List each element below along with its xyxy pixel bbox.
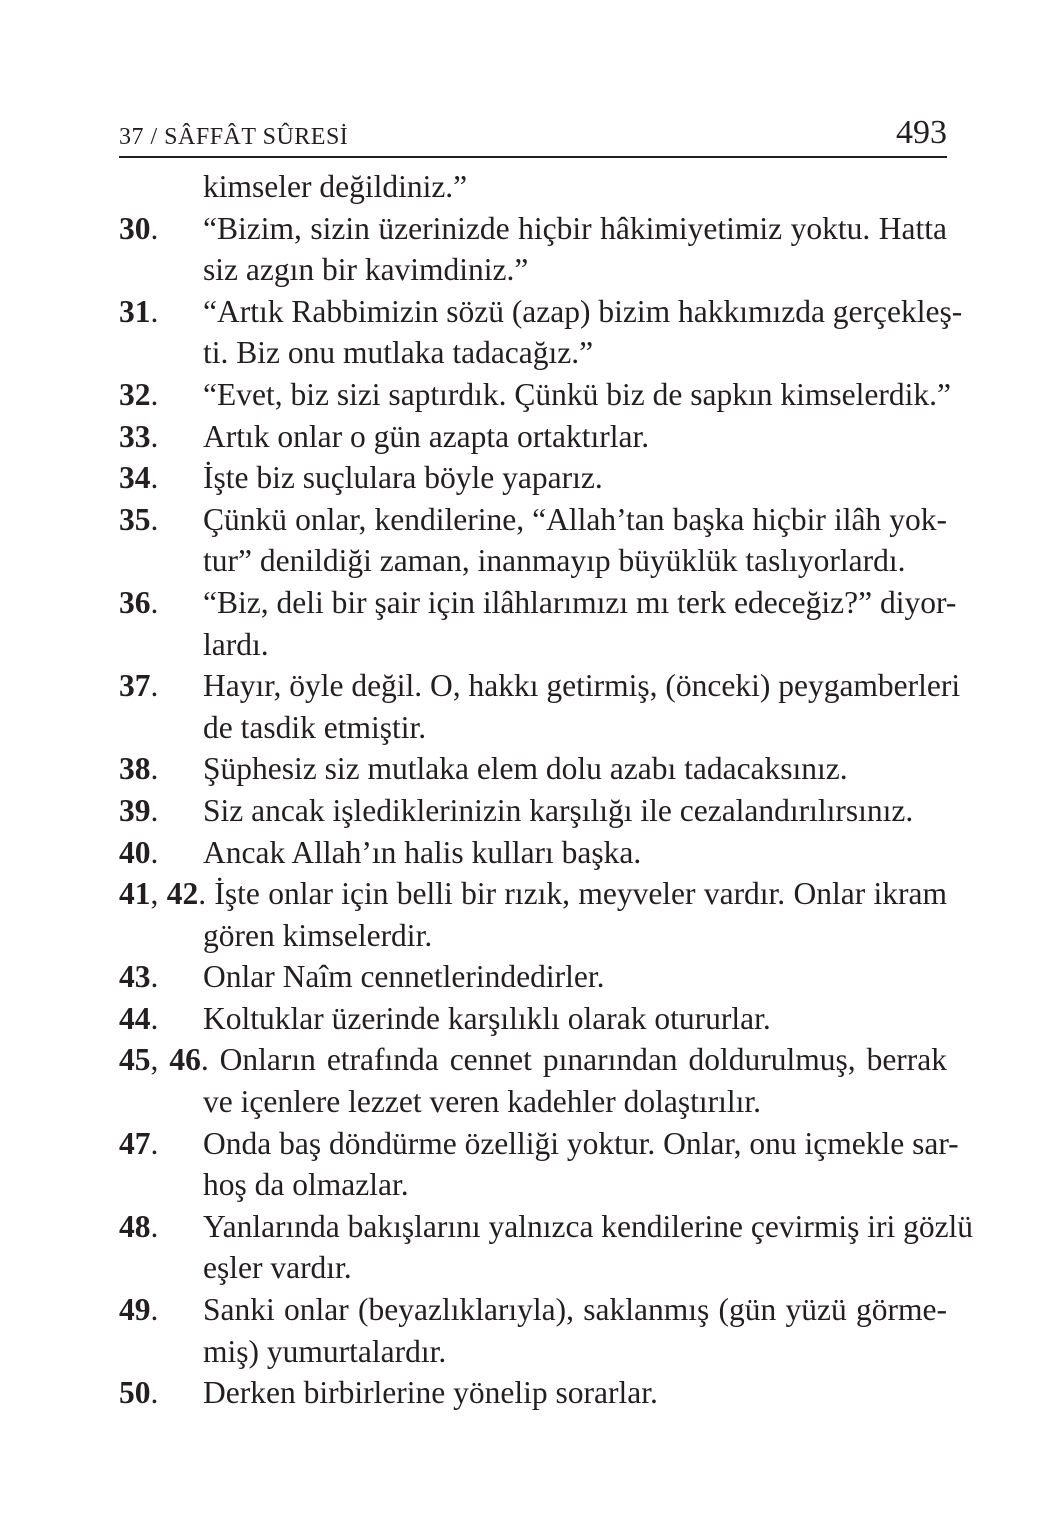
verse-line [119, 624, 947, 666]
verse-list [119, 166, 974, 1414]
verse-line [119, 1123, 959, 1165]
verse-line [119, 540, 947, 582]
header-title: 37 / SÂFFÂT SÛRESİ [119, 124, 349, 150]
verse-line [119, 665, 961, 707]
verse-text: Sanki onlar (beyazlıklarıyla), saklanmış (gün yüzü görme- [203, 1292, 947, 1328]
verse-number: 47 [119, 1125, 151, 1161]
verse-number-label: 35. [119, 501, 159, 537]
verse-number-label: 37. [119, 668, 159, 704]
verse-text: Artık onlar o gün azapta ortaktırlar. [203, 418, 650, 454]
verse-number: 40 [119, 834, 151, 870]
verse-number: 32 [119, 376, 151, 412]
verse-line [119, 790, 947, 832]
verse-number-label: 32. [119, 376, 159, 412]
verse-text: Koltuklar üzerinde karşılıklı olarak otururlar. [203, 1000, 771, 1036]
verse-line [119, 332, 947, 374]
verse-number-label: 47. [119, 1125, 159, 1161]
verse-line [119, 1039, 947, 1081]
verse-text: Onlar Naîm cennetlerindedirler. [203, 959, 605, 995]
verse-line [119, 956, 947, 998]
verse-line [119, 249, 947, 291]
verse-line [119, 291, 963, 333]
verse-line [119, 208, 947, 250]
verse-number: 49 [119, 1292, 151, 1328]
verse-number: 50 [119, 1375, 151, 1411]
verse-text: siz azgın bir kavimdiniz.” [203, 252, 529, 288]
verse-line [119, 416, 947, 458]
verse-text: eşler vardır. [203, 1250, 352, 1286]
verse-number-label: 43. [119, 959, 159, 995]
verse-line [119, 499, 947, 541]
verse-number-label: 44. [119, 1000, 159, 1036]
verse-text: hoş da olmazlar. [203, 1167, 409, 1203]
verse-number-label: 34. [119, 460, 159, 496]
page-number: 493 [896, 114, 947, 151]
verse-text: Ancak Allah’ın halis kulları başka. [203, 834, 642, 870]
verse-number-label: 38. [119, 751, 159, 787]
verse-text: gören kimselerdir. [203, 917, 433, 953]
verse-text: ve içenlere lezzet veren kadehler dolaştırılır. [203, 1084, 761, 1120]
verse-line [119, 1331, 947, 1373]
verse-text: “Evet, biz sizi saptırdık. Çünkü biz de sapkın kimselerdik.” [203, 376, 951, 412]
verse-line [119, 748, 947, 790]
verse-number-label: 49. [119, 1292, 159, 1328]
verse-line [119, 457, 947, 499]
verse-text: İşte onlar için belli bir rızık, meyveler vardır. Onlar ikram [214, 876, 948, 912]
verse-text-inline: 41, 42. İşte onlar için belli bir rızık, meyveler vardır. Onlar ikram [119, 876, 948, 912]
verse-number: 33 [119, 418, 151, 454]
verse-number: 31 [119, 293, 151, 329]
verse-number: 34 [119, 460, 151, 496]
verse-number-label: 40. [119, 834, 159, 870]
running-header [119, 112, 947, 158]
verse-number-label: 39. [119, 792, 159, 828]
verse-number: 44 [119, 1000, 151, 1036]
verse-text: Onların etrafında cennet pınarından doldurulmuş, berrak [219, 1042, 948, 1078]
verse-text: İşte biz suçlulara böyle yaparız. [203, 460, 603, 496]
verse-number: 42 [166, 876, 199, 912]
verse-text: miş) yumurtalardır. [203, 1333, 447, 1369]
verse-number-label: 50. [119, 1375, 159, 1411]
verse-number: 37 [119, 668, 151, 704]
verse-text: Çünkü onlar, kendilerine, “Allah’tan başka hiçbir ilâh yok- [203, 501, 947, 537]
verse-text: Şüphesiz siz mutlaka elem dolu azabı tadacaksınız. [203, 751, 848, 787]
verse-text: Hayır, öyle değil. O, hakkı getirmiş, (önceki) peygamberleri [203, 668, 961, 704]
verse-number: 35 [119, 501, 151, 537]
verse-number: 41 [119, 876, 151, 912]
verse-number: 43 [119, 959, 151, 995]
verse-number-label: 36. [119, 584, 159, 620]
verse-number-label: 31. [119, 293, 159, 329]
verse-text: kimseler değildiniz.” [203, 169, 468, 204]
verse-text-inline: 45, 46. Onların etrafında cennet pınarından doldurulmuş, berrak [119, 1042, 948, 1078]
verse-text: Onda baş döndürme özelliği yoktur. Onlar, onu içmekle sar- [203, 1125, 959, 1161]
verse-text: de tasdik etmiştir. [203, 709, 427, 745]
verse-number: 30 [119, 210, 151, 246]
verse-text: Derken birbirlerine yönelip sorarlar. [203, 1375, 658, 1411]
verse-line [119, 582, 957, 624]
verse-text: Yanlarında bakışlarını yalnızca kendilerine çevirmiş iri gözlü [203, 1208, 974, 1244]
verse-text: ti. Biz onu mutlaka tadacağız.” [203, 335, 594, 371]
verse-line [119, 832, 947, 874]
verse-text: Siz ancak işlediklerinizin karşılığı ile cezalandırılırsınız. [203, 792, 914, 828]
verse-text: lardı. [203, 626, 269, 662]
verse-number-label: 30. [119, 210, 159, 246]
verse-text: tur” denildiği zaman, inanmayıp büyüklük taslıyorlardı. [203, 543, 906, 579]
verse-line [119, 873, 947, 915]
verse-line [119, 1289, 947, 1331]
verse-number-label: 48. [119, 1208, 159, 1244]
verse-number: 39 [119, 792, 151, 828]
verse-number-label: 33. [119, 418, 159, 454]
verse-line [119, 1164, 947, 1206]
verse-number: 46 [169, 1042, 201, 1078]
verse-line [119, 915, 947, 957]
verse-text: “Biz, deli bir şair için ilâhlarımızı mı terk edeceğiz?” diyor- [203, 584, 957, 620]
verse-number: 36 [119, 584, 151, 620]
verse-number: 38 [119, 751, 151, 787]
verse-text: “Artık Rabbimizin sözü (azap) bizim hakkımızda gerçekleş- [203, 293, 963, 329]
verse-line [119, 1372, 947, 1414]
verse-line [119, 707, 947, 749]
verse-text: “Bizim, sizin üzerinizde hiçbir hâkimiyetimiz yoktu. Hatta [203, 210, 947, 246]
verse-line [119, 374, 951, 416]
verse-number: 45 [119, 1042, 151, 1078]
verse-line [119, 1206, 974, 1248]
verse-line [119, 1247, 947, 1289]
verse-line [119, 998, 947, 1040]
verse-line [119, 166, 947, 208]
verse-line [119, 1081, 947, 1123]
verse-number: 48 [119, 1208, 151, 1244]
